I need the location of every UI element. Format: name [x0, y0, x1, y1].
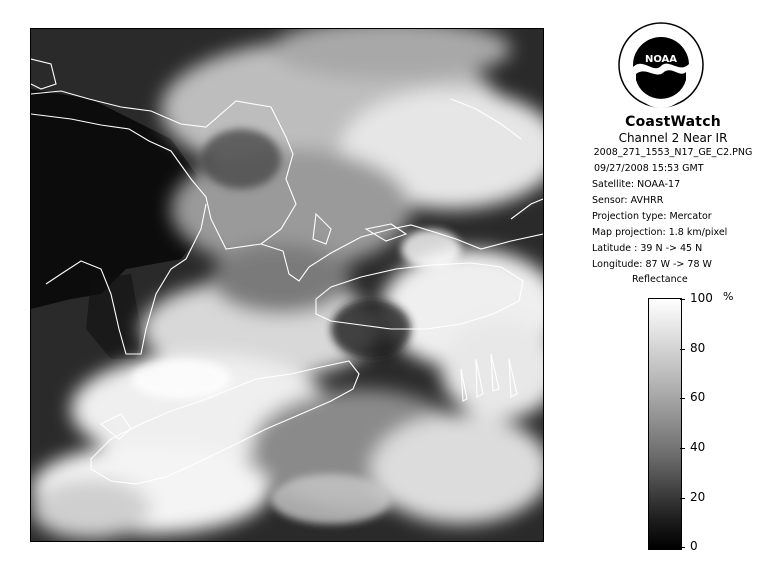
colorbar-label-60: 60 [690, 390, 706, 404]
noaa-logo [618, 22, 704, 108]
latitude-text: Latitude : 39 N -> 45 N [592, 243, 703, 254]
projection-type-text: Projection type: Mercator [592, 211, 712, 222]
satellite-image [30, 28, 544, 542]
colorbar-tick [680, 547, 685, 548]
reflectance-colorbar [648, 298, 682, 550]
colorbar-label-20: 20 [690, 490, 706, 504]
logo-center-text: NOAA [644, 54, 678, 65]
colorbar-tick [680, 448, 685, 449]
colorbar-label-100: 100 [690, 291, 713, 305]
legend-unit: % [723, 290, 734, 303]
colorbar-tick [680, 498, 685, 499]
channel-subtitle: Channel 2 Near IR [618, 131, 728, 145]
colorbar-tick [680, 299, 685, 300]
legend-title: Reflectance [632, 274, 688, 285]
datetime-text: 09/27/2008 15:53 GMT [594, 163, 704, 174]
map-projection-text: Map projection: 1.8 km/pixel [592, 227, 728, 238]
colorbar-label-0: 0 [690, 539, 698, 553]
colorbar-tick [680, 398, 685, 399]
satellite-map-svg [31, 29, 543, 541]
satellite-text: Satellite: NOAA-17 [592, 179, 681, 190]
colorbar-label-80: 80 [690, 341, 706, 355]
sensor-text: Sensor: AVHRR [592, 195, 664, 206]
page-title: CoastWatch [625, 114, 721, 130]
longitude-text: Longitude: 87 W -> 78 W [592, 259, 712, 270]
colorbar-tick [680, 349, 685, 350]
noaa-seal-icon [618, 22, 704, 108]
colorbar-label-40: 40 [690, 440, 706, 454]
image-filename: 2008_271_1553_N17_GE_C2.PNG [593, 147, 753, 158]
